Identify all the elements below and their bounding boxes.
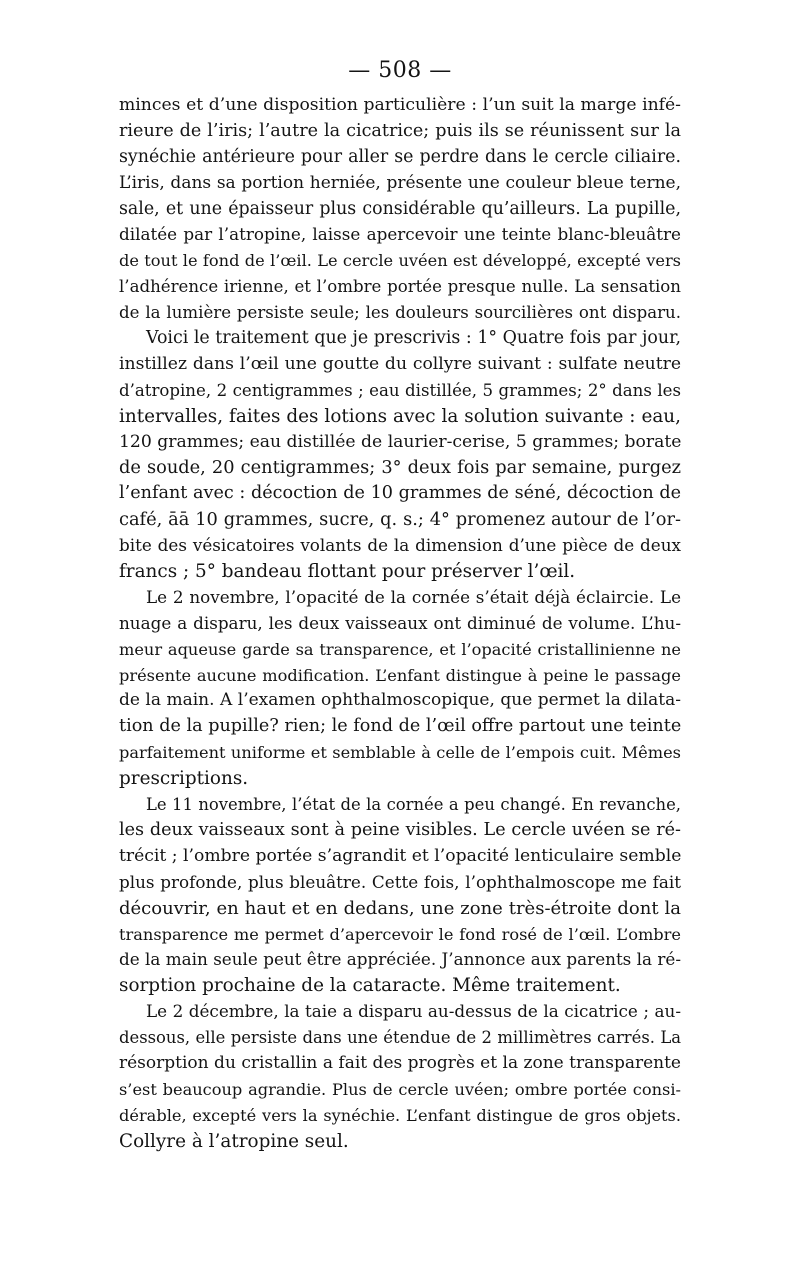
- text-line: dessous, elle persiste dans une étendue de 2 millimètres carrés. La: [119, 1028, 681, 1048]
- page-number: — 508 —: [348, 58, 452, 83]
- text-line: de la main. A l’examen ophthalmoscopique, que permet la dilata-: [119, 690, 681, 711]
- text-line: l’adhérence irienne, et l’ombre portée presque nulle. La sensation: [119, 277, 681, 297]
- text-line: l’enfant avec : décoction de 10 grammes de séné, décoction de: [119, 483, 681, 504]
- text-line: d’atropine, 2 centigrammes ; eau distillée, 5 grammes; 2° dans les: [119, 380, 681, 400]
- text-line: dilatée par l’atropine, laisse apercevoir une teinte blanc-bleuâtre: [119, 224, 681, 245]
- body-text: [119, 93, 681, 1155]
- text-line: Collyre à l’atropine seul.: [119, 1130, 349, 1152]
- text-line: transparence me permet d’apercevoir le fond rosé de l’œil. L’ombre: [119, 924, 681, 944]
- text-line: plus profonde, plus bleuâtre. Cette fois, l’ophthalmoscope me fait: [119, 871, 681, 892]
- text-line: sale, et une épaisseur plus considérable qu’ailleurs. La pupille,: [119, 198, 681, 219]
- text-line: prescriptions.: [119, 768, 249, 790]
- text-line: Le 2 novembre, l’opacité de la cornée s’était déjà éclaircie. Le: [146, 586, 681, 607]
- text-line: minces et d’une disposition particulière : l’un suit la marge infé-: [119, 95, 681, 115]
- text-line: rieure de l’iris; l’autre la cicatrice; puis ils se réunissent sur la: [119, 120, 681, 141]
- text-line: présente aucune modification. L’enfant distingue à peine le passage: [119, 665, 681, 685]
- text-line: découvrir, en haut et en dedans, une zone très-étroite dont la: [119, 897, 681, 919]
- text-line: dérable, excepté vers la synéchie. L’enfant distingue de gros objets.: [119, 1105, 681, 1125]
- text-line: L’iris, dans sa portion herniée, présente une couleur bleue terne,: [119, 172, 681, 193]
- text-line: intervalles, faites des lotions avec la solution suivante : eau,: [119, 405, 681, 427]
- text-line: les deux vaisseaux sont à peine visibles. Le cercle uvéen se ré-: [119, 819, 681, 840]
- text-line: tion de la pupille? rien; le fond de l’œil offre partout une teinte: [119, 716, 681, 737]
- text-line: parfaitement uniforme et semblable à celle de l’empois cuit. Mêmes: [119, 743, 681, 763]
- text-line: 120 grammes; eau distillée de laurier-cerise, 5 grammes; borate: [119, 431, 681, 452]
- text-line: trécit ; l’ombre portée s’agrandit et l’opacité lenticulaire semble: [119, 845, 681, 866]
- text-line: café, āā 10 grammes, sucre, q. s.; 4° promenez autour de l’or-: [119, 509, 681, 531]
- text-line: de soude, 20 centigrammes; 3° deux fois par semaine, purgez: [119, 457, 681, 479]
- text-line: s’est beaucoup agrandie. Plus de cercle uvéen; ombre portée consi-: [119, 1079, 681, 1099]
- text-line: résorption du cristallin a fait des progrès et la zone transparente: [119, 1052, 681, 1073]
- text-line: de la lumière persiste seule; les douleurs sourcilières ont disparu.: [119, 303, 681, 323]
- text-line: de la main seule peut être appréciée. J’annonce aux parents la ré-: [119, 949, 681, 970]
- text-line: meur aqueuse garde sa transparence, et l’opacité cristallinienne ne: [119, 639, 681, 659]
- text-line: nuage a disparu, les deux vaisseaux ont diminué de volume. L’hu-: [119, 612, 681, 633]
- text-line: francs ; 5° bandeau flottant pour préserver l’œil.: [119, 561, 576, 583]
- text-line: instillez dans l’œil une goutte du collyre suivant : sulfate neutre: [119, 353, 681, 374]
- text-line: synéchie antérieure pour aller se perdre dans le cercle ciliaire.: [119, 146, 681, 167]
- text-line: Le 11 novembre, l’état de la cornée a peu changé. En revanche,: [146, 795, 681, 815]
- text-line: de tout le fond de l’œil. Le cercle uvéen est développé, excepté vers: [119, 251, 681, 271]
- text-line: sorption prochaine de la cataracte. Même traitement.: [119, 975, 621, 997]
- text-line: Voici le traitement que je prescrivis : 1° Quatre fois par jour,: [146, 328, 681, 349]
- text-line: bite des vésicatoires volants de la dimension d’une pièce de deux: [119, 535, 681, 556]
- text-line: Le 2 décembre, la taie a disparu au-dessus de la cicatrice ; au-: [146, 1001, 681, 1022]
